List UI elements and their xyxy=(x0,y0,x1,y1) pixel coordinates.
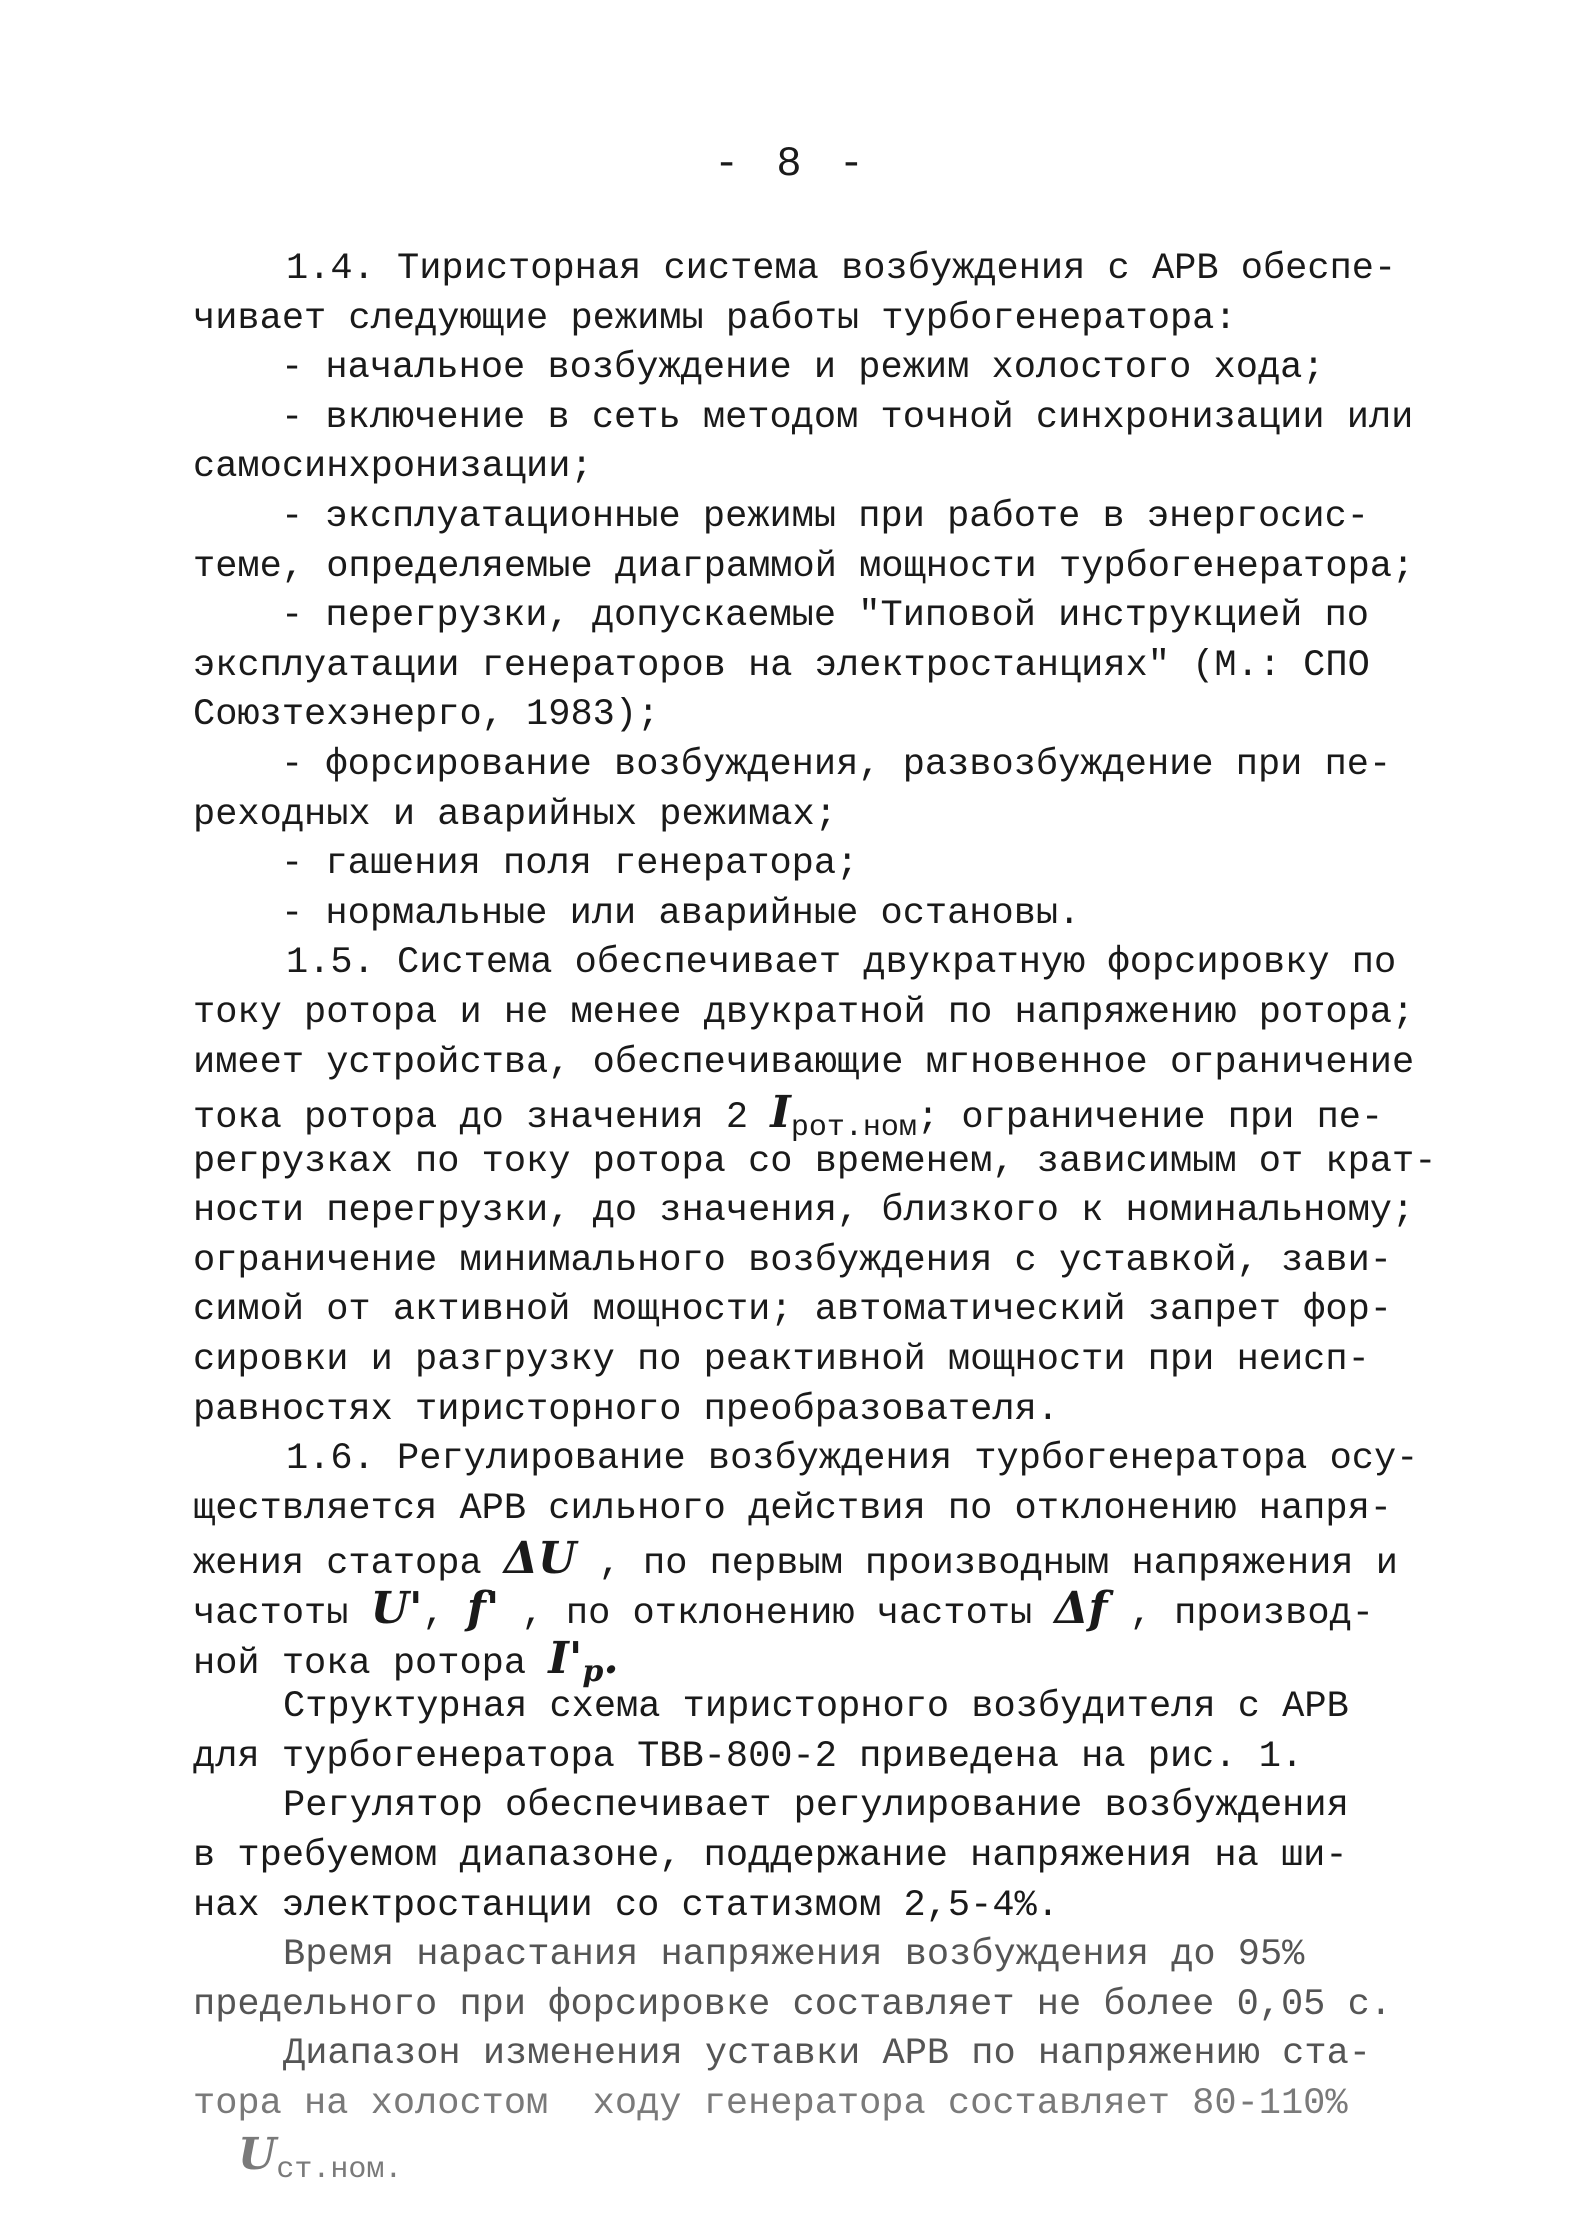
stator-voltage-symbol: U xyxy=(238,2128,277,2180)
list-item: - форсирование возбуждения, развозбуждение при пе- xyxy=(281,743,1392,786)
page-number: - 8 - xyxy=(713,140,871,188)
text-line: ществляется АРВ сильного действия по отклонению напря- xyxy=(193,1487,1392,1530)
paragraph-setpoint-range xyxy=(193,2030,1493,2187)
stator-voltage-subscript: ст.ном. xyxy=(276,2152,403,2187)
section-1-5 xyxy=(193,939,1493,1435)
section-1-4 xyxy=(193,245,1493,939)
document-body xyxy=(193,245,1493,2187)
delta-u-symbol: ΔU xyxy=(503,1533,577,1585)
text-line xyxy=(193,1087,1493,1146)
text-line: реходных и аварийных режимах; xyxy=(193,793,837,836)
list-item: - эксплуатационные режимы при работе в энергосис- xyxy=(281,495,1369,538)
text-line xyxy=(193,1584,1493,1634)
text-fragment: , по отклонению частоты xyxy=(499,1593,1055,1636)
text-line: Регулятор обеспечивает регулирование возбуждения xyxy=(283,1785,1349,1828)
list-item: - перегрузки, допускаемые "Типовой инструкцией по xyxy=(281,595,1369,638)
text-fragment: , по первым производным напряжения и xyxy=(576,1543,1398,1586)
text-line: для турбогенератора ТВВ-800-2 приведена на рис. 1. xyxy=(193,1735,1304,1778)
text-fragment: жения статора xyxy=(193,1543,504,1586)
f-derivative-symbol: f' xyxy=(466,1583,500,1635)
text-line: 1.4. Тиристорная система возбуждения с АРВ обеспе- xyxy=(286,248,1397,290)
text-line xyxy=(193,1632,1493,1689)
text-line: регрузках по току ротора со временем, зависимым от крат- xyxy=(193,1140,1437,1183)
delta-f-symbol: Δf xyxy=(1054,1583,1108,1635)
text-line: чивает следующие режимы работы турбогенератора: xyxy=(193,297,1237,340)
text-line: Время нарастания напряжения возбуждения до 95% xyxy=(283,1934,1305,1977)
text-fragment: , производ- xyxy=(1107,1593,1374,1636)
paragraph-structure xyxy=(193,1683,1493,1782)
text-line xyxy=(193,1534,1493,1584)
list-item: - начальное возбуждение и режим холостого хода; xyxy=(281,347,1325,390)
text-line: имеет устройства, обеспечивающие мгновенное ограничение xyxy=(193,1041,1415,1084)
list-item: - гашения поля генератора; xyxy=(281,843,859,886)
text-line: 1.6. Регулирование возбуждения турбогенератора осу- xyxy=(286,1438,1419,1481)
text-line: самосинхронизации; xyxy=(193,446,593,489)
text-fragment: тока ротора до значения 2 xyxy=(193,1097,771,1140)
text-line: Союзтехэнерго, 1983); xyxy=(193,694,660,737)
text-line: нах электростанции со статизмом 2,5-4%. xyxy=(193,1884,1059,1927)
text-line: эксплуатации генераторов на электростанциях" (М.: СПО xyxy=(193,644,1370,687)
current-subscript: рот.ном xyxy=(790,1111,917,1146)
text-fragment: ; ограничение при пе- xyxy=(916,1097,1384,1140)
list-item: - нормальные или аварийные остановы. xyxy=(281,892,1081,935)
text-line: в требуемом диапазоне, поддержание напряжения на ши- xyxy=(193,1835,1348,1877)
text-line: 1.5. Система обеспечивает двукратную форсировку по xyxy=(286,942,1397,985)
text-line: предельного при форсировке составляет не более 0,05 с. xyxy=(193,1983,1392,2026)
text-fragment: частоты xyxy=(193,1593,371,1636)
text-line: Структурная схема тиристорного возбудителя с АРВ xyxy=(283,1686,1349,1729)
text-line: Диапазон изменения уставки АРВ по напряжению ста- xyxy=(283,2033,1371,2076)
text-line: тора на холостом ходу генератора составляет 80-110% xyxy=(193,2082,1348,2125)
text-line: сировки и разгрузку по реактивной мощности при неисп- xyxy=(193,1339,1370,1382)
text-line: равностях тиристорного преобразователя. xyxy=(193,1388,1059,1431)
text-line: ограничение минимального возбуждения с уставкой, зави- xyxy=(193,1239,1392,1282)
u-derivative-symbol: U' xyxy=(370,1583,423,1635)
text-fragment: . xyxy=(603,1632,619,1684)
section-1-6 xyxy=(193,1435,1493,1689)
rotor-current-derivative-symbol: I' xyxy=(548,1632,583,1684)
text-fragment: ной тока ротора xyxy=(193,1642,549,1685)
text-fragment: , xyxy=(422,1593,467,1636)
text-line: току ротора и не менее двукратной по напряжению ротора; xyxy=(193,991,1415,1034)
text-line: теме, определяемые диаграммой мощности турбогенератора; xyxy=(193,545,1415,588)
text-line xyxy=(193,2128,1493,2187)
text-line: ности перегрузки, до значения, близкого к номинальному; xyxy=(193,1190,1415,1233)
current-symbol: I xyxy=(770,1087,791,1139)
paragraph-rise-time xyxy=(193,1931,1493,2030)
rotor-current-subscript: р xyxy=(582,1653,604,1689)
list-item: - включение в сеть методом точной синхронизации или xyxy=(281,396,1414,439)
text-line: симой от активной мощности; автоматический запрет фор- xyxy=(193,1289,1392,1332)
paragraph-regulator xyxy=(193,1782,1493,1931)
